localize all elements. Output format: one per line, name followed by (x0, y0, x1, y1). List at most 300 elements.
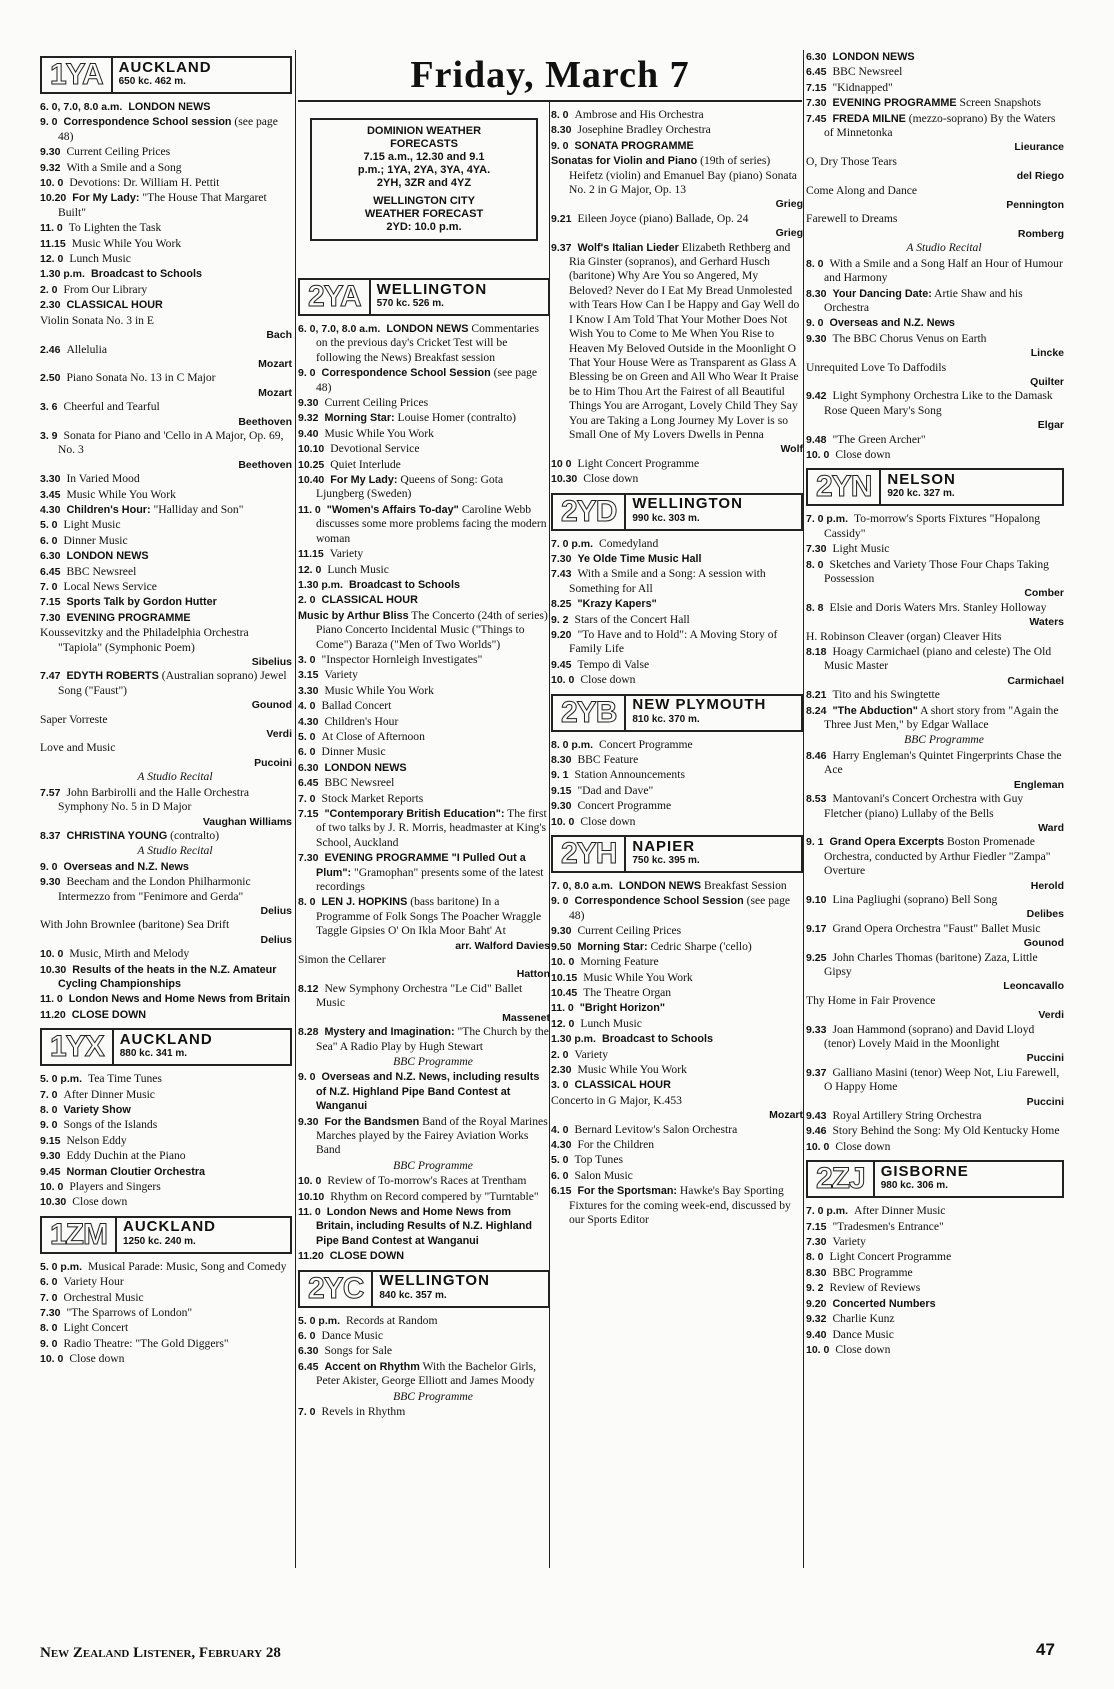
programme-entry (40, 875, 292, 904)
station-city: AUCKLAND (119, 1030, 213, 1048)
programme-entry (551, 1153, 803, 1167)
programme-detail: Variety (574, 1047, 608, 1061)
station-header-2yc (298, 1270, 550, 1308)
programme-detail: Cedric Sharpe ('cello) (650, 939, 752, 953)
programme-entry (298, 442, 550, 456)
programme-detail: Galliano Masini (tenor) Weep Not, Liu Farewell, O Happy Home (824, 1065, 1060, 1094)
programme-entry (40, 1134, 292, 1148)
programme-time: 8.28 (298, 1026, 319, 1039)
page-date-header: Friday, March 7 (298, 52, 802, 102)
composer-name: Wolf (780, 443, 803, 456)
programme-title: Correspondence School session (63, 116, 232, 129)
programme-detail: Lunch Music (69, 252, 131, 266)
programme-time: 12. 0 (551, 1017, 575, 1030)
programme-entry (298, 1205, 550, 1248)
programme-title: SONATA PROGRAMME (574, 139, 694, 152)
composer-name: Beethoven (238, 415, 292, 428)
programme-time: 7.47 (40, 670, 61, 683)
programme-time: 7.15 (40, 596, 61, 609)
programme-time: 9. 0 (40, 116, 58, 129)
programme-entry (298, 1344, 550, 1358)
programme-time: 9. 2 (806, 1282, 824, 1295)
station-header-2yd (551, 493, 803, 531)
station-frequency: 980 kc. 306 m. (880, 1180, 948, 1192)
programme-time: 8.30 (551, 124, 572, 137)
station-city: GISBORNE (880, 1162, 969, 1180)
programme-time: 8. 0 (298, 896, 316, 909)
programme-time: 9.32 (40, 161, 61, 174)
programme-time: 9.43 (806, 1110, 827, 1123)
programme-time: 3.45 (40, 488, 61, 501)
programme-time: 11.15 (298, 548, 324, 561)
programme-entry (40, 1088, 292, 1102)
programme-time: 6.15 (551, 1185, 572, 1198)
programme-detail: Children's Hour (324, 714, 399, 728)
programme-entry (298, 1025, 550, 1054)
programme-entry (806, 558, 1064, 587)
programme-detail: Current Ceiling Prices (66, 145, 171, 159)
programme-title: For My Lady: (72, 192, 140, 205)
programme-entry (551, 986, 803, 1000)
programme-entry (298, 684, 550, 698)
programme-detail: Light Concert Programme (577, 456, 700, 470)
station-header-1zm (40, 1216, 292, 1254)
programme-detail: "Inspector Hornleigh Investigates" (321, 652, 483, 666)
programme-entry (298, 473, 550, 502)
programme-detail: Come Along and Dance (806, 183, 918, 197)
programme-title: Sports Talk by Gordon Hutter (66, 596, 217, 609)
programme-time: 11. 0 (298, 1205, 321, 1218)
programme-detail: "The House That Margaret Built" (58, 191, 267, 219)
programme-time: 9.37 (806, 1066, 827, 1079)
programme-detail: "Kidnapped" (832, 80, 893, 94)
programme-entry (40, 1180, 292, 1194)
programme-detail: Close down (580, 673, 636, 687)
programme-title: CLOSE DOWN (71, 1008, 147, 1021)
composer-name: Lincke (1030, 347, 1064, 360)
composer-name: Delibes (1026, 908, 1064, 921)
programme-detail: (bass baritone) In a Programme of Folk Songs The Poacher Wraggle Taggle Gipsies O' On Ikla Moor Baht' At (316, 895, 542, 938)
programme-time: 8.25 (551, 598, 572, 611)
programme-entry (551, 457, 803, 471)
programme-detail: BBC Newsreel (832, 65, 903, 79)
programme-time: 3. 0 (551, 1079, 569, 1092)
programme-title: LONDON NEWS (128, 101, 211, 113)
programme-time: 9.15 (40, 1134, 61, 1147)
programme-entry (806, 704, 1064, 733)
programme-entry (806, 287, 1064, 316)
programme-detail: To Lighten the Task (68, 221, 162, 235)
programme-detail: Orchestral Music (63, 1290, 144, 1304)
programme-time: 10.10 (298, 443, 325, 456)
station-frequency: 840 kc. 357 m. (379, 1289, 447, 1301)
programme-entry (40, 534, 292, 548)
programme-title: EDYTH ROBERTS (66, 670, 159, 683)
weather-forecast-box (310, 118, 538, 241)
composer-name: Waters (1029, 616, 1064, 629)
programme-detail: Elsie and Doris Waters Mrs. Stanley Holloway (829, 600, 1047, 614)
programme-detail: "The Church by the Sea" A Radio Play by Hugh Stewart (316, 1025, 549, 1053)
composer-name: Grieg (775, 198, 803, 211)
programme-detail: Sonata for Piano and 'Cello in A Major, Op. 69, No. 3 (58, 428, 284, 457)
programme-entry (806, 601, 1064, 615)
programme-time: 6. 0 (298, 746, 316, 759)
programme-time: 10. 0 (551, 674, 575, 687)
programme-time: 11. 0 (298, 503, 321, 516)
programme-time: 9.21 (551, 212, 572, 225)
programme-time: 7.30 (806, 97, 827, 110)
programme-entry (551, 894, 803, 923)
programme-time: 10. 0 (40, 177, 64, 190)
programme-detail: Close down (72, 1195, 128, 1209)
station-frequency: 750 kc. 395 m. (632, 855, 700, 867)
programme-detail: John Charles Thomas (baritone) Zaza, Little Gipsy (824, 950, 1038, 978)
programme-time: 9. 1 (806, 836, 824, 849)
programme-entry (40, 343, 292, 357)
programme-entry (806, 81, 1064, 95)
programme-detail: With a Smile and a Song Half an Hour of Humour and Harmony (824, 256, 1063, 285)
programme-time: 8.30 (806, 287, 827, 300)
programme-time: 7. 0 p.m. (806, 1205, 849, 1218)
programme-entry (806, 1220, 1064, 1234)
programme-time: 8.30 (806, 1266, 827, 1279)
programme-entry (40, 221, 292, 235)
programme-entry (298, 1055, 550, 1069)
programme-title: Correspondence School Session (321, 367, 491, 380)
composer-name: Beethoven (238, 458, 292, 471)
programme-title: EVENING PROGRAMME "I Pulled Out a Plum": (316, 852, 526, 879)
programme-time: 6. 0 (551, 1169, 569, 1182)
programme-entry (298, 396, 550, 410)
programme-detail: Thy Home in Fair Provence (806, 993, 936, 1007)
station-call-sign: 2YA (300, 280, 371, 314)
programme-time: 3.30 (40, 473, 61, 486)
programme-time: 9. 0 (298, 367, 316, 380)
programme-time: 12. 0 (40, 253, 64, 266)
programme-detail: Variety (329, 547, 364, 561)
programme-entry (40, 1195, 292, 1209)
programme-entry (298, 953, 550, 967)
programme-detail: Close down (835, 1139, 891, 1153)
programme-entry (298, 776, 550, 790)
programme-detail: (see page 48) (569, 894, 791, 922)
station-call-sign: 2YB (553, 696, 626, 730)
programme-entry (298, 761, 550, 775)
programme-detail: O, Dry Those Tears (806, 154, 897, 168)
station-frequency: 1250 kc. 240 m. (123, 1235, 196, 1247)
programme-time: 9.30 (551, 800, 572, 813)
programme-time: 7.30 (40, 1307, 61, 1320)
programme-time: 10. 0 (40, 1353, 64, 1366)
programme-time: 7.30 (40, 611, 61, 624)
programme-title: CLOSE DOWN (329, 1250, 405, 1263)
programme-time: 9. 0 (551, 895, 569, 908)
programme-time: 7.15 (806, 1220, 827, 1233)
programme-entry (806, 951, 1064, 980)
programme-detail: "Gramophan" presents some of the latest recordings (316, 865, 544, 894)
programme-detail: John Barbirolli and the Halle Orchestra Symphony No. 5 in D Major (58, 785, 249, 814)
programme-detail: Music, Mirth and Melody (69, 947, 190, 961)
programme-title: Morning Star: (577, 940, 648, 953)
programme-detail: Devotions: Dr. William H. Pettit (69, 176, 220, 190)
station-call-sign: 2YD (553, 495, 626, 529)
programme-time: 9.40 (298, 427, 319, 440)
programme-entry (298, 547, 550, 561)
programme-entry (551, 1169, 803, 1183)
programme-entry (298, 851, 550, 894)
programme-detail: Caroline Webb discusses some more problems facing the modern woman (316, 502, 547, 545)
programme-detail: Local News Service (63, 580, 157, 593)
programme-time: 9. 0 (806, 317, 824, 330)
programme-detail: Charlie Kunz (832, 1312, 895, 1326)
composer-name: Verdi (266, 728, 292, 741)
programme-time: 6.30 (298, 1345, 319, 1358)
programme-title: Broadcast to Schools (348, 578, 460, 591)
programme-title: Music by Arthur Bliss (298, 609, 409, 622)
programme-detail: "The Sparrows of London" (66, 1306, 193, 1320)
programme-entry (298, 609, 550, 652)
programme-detail: Band of the Royal Marines Marches played by the Fairey Aviation Works Band (316, 1114, 548, 1157)
programme-time: 2.50 (40, 372, 61, 385)
programme-entry (806, 994, 1064, 1008)
station-frequency: 570 kc. 526 m. (376, 298, 444, 309)
programme-detail: Elizabeth Rethberg and Ria Ginster (sopranos), and Gerhard Husch (baritone) Why Are You so Angered, My Beloved? Never do I Eat My Bread Unmolested with Tears How Can I be Happy and Gay Well do I Know I Am Told That Your Mother Does Not Wish You to Come to Me When You Rise to Heaven My Beloved Outside in the Moonlight O That Your House Were as Transparent as Glass A Blessing be on Green and All Who Wear It Praise be to Him Thou Art the Fairest of all Beautiful Things You are Arrogant, Lovely Child They Say You are Taking a Long Journey My Lover is so Small One of My Lovers Dwells in Penna (569, 240, 800, 441)
programme-entry (806, 688, 1064, 702)
programme-title: LONDON NEWS (66, 550, 149, 563)
weather-line: WEATHER FORECAST (364, 208, 484, 220)
programme-entry (551, 1048, 803, 1062)
programme-detail: Boston Promenade Orchestra, conducted by Arthur Fiedler "Zampa" Overture (824, 835, 1051, 878)
programme-time: 9.37 (551, 241, 572, 254)
programme-detail: Close down (835, 447, 891, 461)
programme-title: EVENING PROGRAMME (832, 97, 957, 110)
programme-time: 4. 0 (298, 700, 316, 713)
programme-time: 10. 0 (40, 1181, 64, 1194)
programme-entry (806, 1109, 1064, 1123)
station-frequency: 810 kc. 370 m. (632, 713, 700, 725)
programme-time: 10.30 (551, 473, 578, 486)
programme-time: 9. 1 (551, 769, 569, 782)
station-call-sign: 1YA (42, 58, 113, 92)
programme-time: 10.30 (40, 963, 67, 976)
programme-detail: Review of Reviews (829, 1281, 921, 1295)
programme-entry (551, 212, 803, 226)
programme-time: 6. 0, 7.0, 8.0 a.m. (40, 101, 123, 113)
programme-entry (40, 267, 292, 281)
weather-line: 2YD: 10.0 p.m. (386, 221, 462, 233)
programme-detail: Station Announcements (574, 768, 685, 782)
programme-time: 7.57 (40, 786, 61, 799)
station-call-sign: 1ZM (42, 1218, 117, 1252)
composer-name: Lieurance (1014, 141, 1064, 154)
programme-time: 9.30 (40, 146, 61, 159)
programme-entry (40, 1291, 292, 1305)
composer-name: del Riego (1016, 170, 1064, 183)
programme-time: 9.45 (40, 1165, 61, 1178)
composer-name: Gounod (1023, 937, 1064, 950)
programme-detail: Salon Music (574, 1168, 633, 1182)
programme-entry (40, 503, 292, 517)
programme-note: A Studio Recital (906, 241, 982, 255)
programme-entry (806, 96, 1064, 110)
programme-entry (40, 400, 292, 414)
programme-time: 11.20 (40, 1008, 66, 1021)
programme-entry (298, 578, 550, 592)
programme-title: LONDON NEWS (618, 880, 702, 893)
programme-title: CLASSICAL HOUR (574, 1079, 671, 1092)
composer-name: Leoncavallo (1003, 980, 1064, 993)
composer-name: Mozart (769, 1109, 803, 1122)
programme-detail: Close down (580, 814, 636, 828)
composer-name: Carmichael (1007, 674, 1064, 687)
station-header-2ya (298, 278, 550, 316)
programme-entry (806, 1343, 1064, 1357)
programme-time: 9.15 (551, 784, 572, 797)
programme-entry (40, 176, 292, 190)
programme-time: 3. 9 (40, 429, 58, 442)
programme-time: 9.10 (806, 893, 827, 906)
programme-time: 7. 0 (298, 1406, 316, 1419)
programme-time: 7.30 (806, 1236, 827, 1249)
programme-time: 9.20 (806, 1297, 827, 1310)
composer-name: Hatton (516, 968, 550, 981)
programme-detail: Joan Hammond (soprano) and David Lloyd (tenor) Lovely Maid in the Moonlight (824, 1022, 1035, 1050)
programme-entry (806, 922, 1064, 936)
programme-entry (298, 807, 550, 850)
station-call-sign: 2YH (553, 837, 626, 871)
programme-entry (298, 1405, 550, 1419)
programme-detail: Hawke's Bay Sporting Fixtures for the coming week-end, discussed by our Sports Editor (569, 1184, 791, 1226)
programme-entry (40, 1321, 292, 1335)
programme-detail: Close down (583, 472, 639, 486)
programme-time: 8.30 (551, 754, 572, 767)
composer-name: Verdi (1038, 1009, 1064, 1022)
programme-time: 11. 0 (551, 1002, 574, 1015)
programme-entry (40, 429, 292, 458)
programme-time: 7. 0 p.m. (551, 537, 594, 550)
programme-title: EVENING PROGRAMME (66, 611, 191, 624)
programme-entry (40, 472, 292, 486)
programme-title: Results of the heats in the N.Z. Amateur Cycling Championships (58, 963, 277, 990)
programme-detail: Screen Snapshots (959, 96, 1041, 110)
programme-time: 4.30 (551, 1138, 572, 1151)
station-header-2yn (806, 468, 1064, 506)
station-city: WELLINGTON (376, 280, 488, 298)
programme-time: 4. 0 (551, 1123, 569, 1136)
programme-entry (551, 154, 803, 197)
station-city: AUCKLAND (123, 1218, 216, 1236)
composer-name: Gounod (251, 699, 292, 712)
programme-entry (40, 1306, 292, 1320)
programme-entry (298, 366, 550, 395)
composer-name: Ward (1038, 821, 1064, 834)
programme-entry (551, 628, 803, 657)
programme-entry (806, 257, 1064, 286)
programme-entry (806, 1250, 1064, 1264)
station-city: NAPIER (632, 837, 696, 855)
programme-detail: Songs for Sale (324, 1344, 393, 1358)
programme-entry (40, 1165, 292, 1179)
programme-detail: Unrequited Love To Daffodils (806, 360, 947, 374)
programme-detail: Eddy Duchin at the Piano (66, 1149, 186, 1163)
schedule-1zm (40, 1260, 292, 1367)
programme-entry (298, 503, 550, 546)
programme-entry (551, 552, 803, 566)
programme-entry (40, 844, 292, 858)
programme-entry (40, 580, 292, 594)
programme-detail: Dance Music (832, 1327, 894, 1341)
weather-line: WELLINGTON CITY (373, 195, 475, 207)
programme-detail: Love and Music (40, 741, 116, 755)
programme-time: 1.30 p.m. (551, 1033, 596, 1046)
programme-time: 8. 0 p.m. (551, 738, 594, 751)
programme-detail: Lunch Music (580, 1016, 642, 1030)
programme-entry (806, 1066, 1064, 1095)
programme-note: BBC Programme (393, 1389, 473, 1403)
programme-time: 2. 0 (551, 1048, 569, 1061)
programme-entry (40, 115, 292, 144)
programme-detail: BBC Newsreel (66, 564, 137, 578)
programme-entry (551, 673, 803, 687)
station-frequency: 650 kc. 462 m. (118, 76, 186, 87)
programme-title: "Krazy Kapers" (577, 598, 657, 611)
programme-detail: The Concerto (24th of series) Piano Concerto Incidental Music ("Things to Come") Baraza ("Men of Two Worlds") (316, 608, 548, 651)
programme-entry (806, 792, 1064, 821)
programme-time: 10.45 (551, 986, 578, 999)
programme-time: 10.25 (298, 458, 325, 471)
programme-detail: (Australian soprano) Jewel Song ("Faust") (58, 669, 287, 697)
composer-name: Delius (260, 933, 292, 946)
programme-time: 9. 0 (40, 1337, 58, 1350)
programme-title: CLASSICAL HOUR (321, 594, 418, 607)
programme-title: For the Sportsman: (577, 1185, 678, 1198)
programme-detail: Musical Parade: Music, Song and Comedy (88, 1259, 287, 1273)
station-frequency: 920 kc. 327 m. (887, 488, 955, 500)
programme-entry (40, 1337, 292, 1351)
programme-title: Grand Opera Excerpts (829, 836, 945, 849)
programme-entry (806, 50, 1064, 64)
programme-time: 7. 0 p.m. (806, 513, 849, 526)
programme-detail: Bernard Levitow's Salon Orchestra (574, 1122, 738, 1136)
schedule-2yb (551, 738, 803, 829)
programme-detail: Music While You Work (66, 487, 176, 501)
programme-entry (40, 1260, 292, 1274)
station-header-1yx (40, 1028, 292, 1066)
programme-entry (40, 314, 292, 328)
programme-entry (551, 799, 803, 813)
programme-detail: With the Bachelor Girls, Peter Akister, George Elliott and James Moody (316, 1359, 537, 1388)
programme-entry (40, 992, 292, 1006)
programme-time: 2.46 (40, 343, 61, 356)
programme-detail: A short story from "Again the Three Just Men," by Edgar Wallace (824, 703, 1059, 732)
programme-entry (40, 770, 292, 784)
programme-detail: Koussevitzky and the Philadelphia Orchestra "Tapiola" (Symphonic Poem) (40, 626, 249, 654)
programme-detail: "The Green Archer" (832, 432, 926, 446)
programme-time: 8. 0 (806, 558, 824, 571)
programme-detail: In Varied Mood (66, 472, 140, 486)
programme-entry (806, 155, 1064, 169)
programme-entry (40, 829, 292, 843)
programme-entry (40, 565, 292, 579)
programme-time: 8. 0 (551, 109, 569, 121)
programme-detail: Breakfast Session (703, 879, 787, 893)
programme-time: 8. 0 (40, 1104, 58, 1116)
programme-detail: Light Music (832, 542, 890, 556)
programme-detail: (mezzo-soprano) By the Waters of Minnetonka (824, 111, 1056, 140)
programme-title: Correspondence School Session (574, 895, 744, 908)
programme-detail: Nelson Eddy (66, 1133, 127, 1147)
programme-detail: The BBC Chorus Venus on Earth (832, 331, 987, 345)
